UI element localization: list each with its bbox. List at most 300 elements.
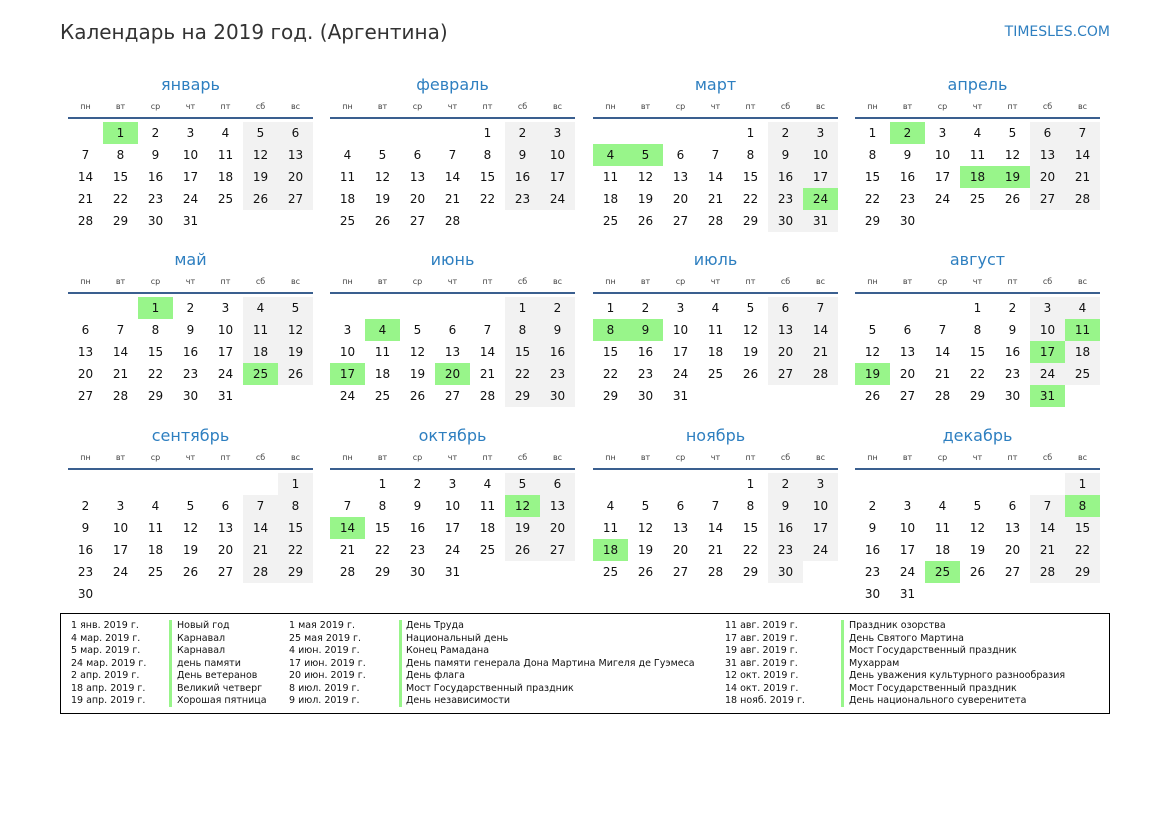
weekday-label: чт bbox=[447, 102, 458, 111]
day-cell: 1 bbox=[505, 297, 540, 319]
day-cell: 28 bbox=[112, 389, 129, 403]
weekday-label: вт bbox=[115, 277, 126, 286]
day-cell: 26 bbox=[505, 539, 540, 561]
weekday-label: вс bbox=[552, 453, 563, 462]
month-name: март bbox=[694, 75, 737, 94]
day-cell: 9 bbox=[903, 148, 912, 162]
day-cell: 4 bbox=[343, 148, 352, 162]
weekday-label: пт bbox=[1007, 102, 1018, 111]
day-cell: 29 bbox=[602, 389, 619, 403]
month-name: январь bbox=[161, 75, 220, 94]
day-cell: 31 bbox=[672, 389, 689, 403]
day-cell: 2 bbox=[540, 297, 575, 319]
weekday-label: пт bbox=[745, 277, 756, 286]
day-cell: 25 bbox=[147, 565, 164, 579]
day-cell: 23 bbox=[182, 367, 199, 381]
day-cell: 7 bbox=[1065, 122, 1100, 144]
weekday-label: ср bbox=[412, 453, 423, 462]
day-cell: 11 bbox=[374, 345, 391, 359]
day-cell: 12 bbox=[742, 323, 759, 337]
weekday-label: вс bbox=[815, 102, 826, 111]
day-cell: 20 bbox=[672, 543, 689, 557]
day-cell: 27 bbox=[672, 565, 689, 579]
weekday-label: ср bbox=[675, 453, 686, 462]
day-cell: 7 bbox=[938, 323, 947, 337]
weekday-label: пн bbox=[80, 102, 91, 111]
day-cell: 13 bbox=[899, 345, 916, 359]
legend-date: 1 янв. 2019 г. bbox=[71, 620, 139, 631]
day-cell: 23 bbox=[540, 363, 575, 385]
legend-date: 19 апр. 2019 г. bbox=[71, 695, 146, 706]
day-cell: 26 bbox=[1004, 192, 1021, 206]
weekday-label: чт bbox=[972, 453, 983, 462]
weekday-label: сб bbox=[1042, 453, 1053, 462]
weekday-label: сб bbox=[517, 102, 528, 111]
day-cell: 10 bbox=[217, 323, 234, 337]
legend-names-3 bbox=[849, 620, 1065, 708]
day-cell: 24 bbox=[540, 188, 575, 210]
day-cell: 7 bbox=[711, 148, 720, 162]
day-cell: 21 bbox=[934, 367, 951, 381]
day-cell: 27 bbox=[278, 188, 313, 210]
weekday-header bbox=[68, 274, 313, 290]
day-cell: 14 bbox=[444, 170, 461, 184]
day-cell: 10 bbox=[1030, 319, 1065, 341]
day-cell: 30 bbox=[1004, 389, 1021, 403]
day-cell: 11 bbox=[934, 521, 951, 535]
month-1 bbox=[68, 74, 313, 254]
day-cell: 2 bbox=[641, 301, 650, 315]
day-cell: 22 bbox=[969, 367, 986, 381]
header-rule bbox=[68, 468, 313, 470]
day-cell: 26 bbox=[969, 565, 986, 579]
day-cell: 8 bbox=[116, 148, 125, 162]
weekday-label: пн bbox=[342, 453, 353, 462]
day-cell: 29 bbox=[1065, 561, 1100, 583]
day-cell: 13 bbox=[672, 521, 689, 535]
weekday-header bbox=[855, 274, 1100, 290]
day-cell: 14 bbox=[1065, 144, 1100, 166]
day-cell: 28 bbox=[707, 565, 724, 579]
legend-dates-2 bbox=[289, 620, 366, 708]
day-cell: 18 bbox=[243, 341, 278, 363]
weekday-label: вс bbox=[1077, 453, 1088, 462]
day-cell: 25 bbox=[339, 214, 356, 228]
day-cell: 10 bbox=[182, 148, 199, 162]
day-cell: 9 bbox=[81, 521, 90, 535]
day-cell: 3 bbox=[803, 473, 838, 495]
day-cell: 1 bbox=[606, 301, 615, 315]
day-cell: 3 bbox=[676, 301, 685, 315]
weekday-label: вт bbox=[640, 102, 651, 111]
day-cell: 20 bbox=[278, 166, 313, 188]
day-cell: 18 bbox=[707, 345, 724, 359]
legend-holiday-name: Великий четверг bbox=[177, 682, 263, 694]
day-cell: 31 bbox=[444, 565, 461, 579]
day-cell: 17 bbox=[217, 345, 234, 359]
month-name: декабрь bbox=[942, 426, 1013, 445]
header-rule bbox=[330, 292, 575, 294]
day-cell: 29 bbox=[374, 565, 391, 579]
day-cell: 28 bbox=[1065, 188, 1100, 210]
day-grid bbox=[593, 473, 838, 605]
legend-holiday-name: Мост Государственный праздник bbox=[849, 645, 1017, 656]
day-cell: 16 bbox=[77, 543, 94, 557]
weekday-label: чт bbox=[972, 102, 983, 111]
weekday-label: вс bbox=[290, 102, 301, 111]
day-grid bbox=[68, 297, 313, 429]
day-cell: 14 bbox=[934, 345, 951, 359]
header-rule bbox=[593, 468, 838, 470]
day-cell: 30 bbox=[637, 389, 654, 403]
day-cell: 2 bbox=[505, 122, 540, 144]
legend-holiday-name: День национального суверенитета bbox=[849, 695, 1027, 706]
day-cell: 2 bbox=[768, 473, 803, 495]
day-cell: 7 bbox=[81, 148, 90, 162]
day-cell: 30 bbox=[147, 214, 164, 228]
weekday-label: пн bbox=[342, 102, 353, 111]
day-grid bbox=[68, 473, 313, 605]
day-cell: 9 bbox=[186, 323, 195, 337]
day-cell: 5 bbox=[505, 473, 540, 495]
day-cell: 27 bbox=[1004, 565, 1021, 579]
day-cell: 28 bbox=[77, 214, 94, 228]
day-cell: 17 bbox=[803, 517, 838, 539]
legend-holiday-name: День памяти генерала Дона Мартина Мигеля де Гуэмеса bbox=[406, 657, 695, 669]
day-cell: 17 bbox=[540, 166, 575, 188]
day-cell: 16 bbox=[1004, 345, 1021, 359]
holiday-day: 12 bbox=[505, 495, 540, 517]
day-cell: 1 bbox=[868, 126, 877, 140]
day-cell: 14 bbox=[707, 521, 724, 535]
day-cell: 22 bbox=[147, 367, 164, 381]
weekday-label: пн bbox=[867, 277, 878, 286]
legend-holiday-name: Новый год bbox=[177, 620, 230, 631]
day-cell: 20 bbox=[77, 367, 94, 381]
holiday-day: 2 bbox=[890, 122, 925, 144]
day-cell: 20 bbox=[540, 517, 575, 539]
legend-date: 1 мая 2019 г. bbox=[289, 620, 355, 631]
day-cell: 24 bbox=[934, 192, 951, 206]
day-cell: 16 bbox=[637, 345, 654, 359]
day-cell: 21 bbox=[339, 543, 356, 557]
day-cell: 21 bbox=[479, 367, 496, 381]
day-cell: 16 bbox=[409, 521, 426, 535]
day-grid bbox=[68, 122, 313, 254]
legend-holiday-name: День флага bbox=[406, 670, 465, 681]
weekday-label: ср bbox=[412, 102, 423, 111]
day-cell: 21 bbox=[112, 367, 129, 381]
day-cell: 16 bbox=[540, 341, 575, 363]
month-name: май bbox=[174, 250, 207, 269]
day-cell: 18 bbox=[934, 543, 951, 557]
day-cell: 8 bbox=[746, 148, 755, 162]
day-cell: 7 bbox=[343, 499, 352, 513]
day-cell: 21 bbox=[243, 539, 278, 561]
weekday-label: чт bbox=[710, 277, 721, 286]
weekday-label: чт bbox=[447, 453, 458, 462]
day-cell: 10 bbox=[444, 499, 461, 513]
day-cell: 13 bbox=[444, 345, 461, 359]
day-cell: 14 bbox=[803, 319, 838, 341]
day-cell: 9 bbox=[151, 148, 160, 162]
day-cell: 11 bbox=[602, 521, 619, 535]
weekday-label: пт bbox=[745, 102, 756, 111]
day-cell: 20 bbox=[1004, 543, 1021, 557]
day-cell: 26 bbox=[374, 214, 391, 228]
day-cell: 16 bbox=[768, 166, 803, 188]
day-cell: 19 bbox=[374, 192, 391, 206]
legend-holiday-name: Национальный день bbox=[406, 632, 509, 644]
weekday-label: чт bbox=[185, 102, 196, 111]
holiday-day: 9 bbox=[628, 319, 663, 341]
day-cell: 27 bbox=[768, 363, 803, 385]
day-cell: 24 bbox=[672, 367, 689, 381]
day-cell: 3 bbox=[221, 301, 230, 315]
day-cell: 31 bbox=[182, 214, 199, 228]
day-cell: 17 bbox=[112, 543, 129, 557]
month-6 bbox=[330, 249, 575, 429]
legend-date: 14 окт. 2019 г. bbox=[725, 682, 799, 694]
holiday-day: 5 bbox=[628, 144, 663, 166]
legend-holiday-name: Конец Рамадана bbox=[406, 645, 490, 656]
holiday-legend bbox=[60, 613, 1110, 714]
day-grid bbox=[855, 297, 1100, 429]
day-cell: 12 bbox=[182, 521, 199, 535]
weekday-label: пт bbox=[1007, 277, 1018, 286]
weekday-label: пн bbox=[867, 453, 878, 462]
weekday-label: пн bbox=[605, 453, 616, 462]
day-cell: 18 bbox=[479, 521, 496, 535]
legend-date: 8 июл. 2019 г. bbox=[289, 682, 360, 694]
day-cell: 31 bbox=[217, 389, 234, 403]
weekday-label: сб bbox=[780, 453, 791, 462]
day-cell: 16 bbox=[147, 170, 164, 184]
legend-holiday-name: Праздник озорства bbox=[849, 620, 946, 631]
weekday-label: вт bbox=[377, 102, 388, 111]
month-name: ноябрь bbox=[685, 426, 746, 445]
legend-holiday-name: Мост Государственный праздник bbox=[849, 682, 1017, 694]
day-cell: 22 bbox=[742, 192, 759, 206]
weekday-header bbox=[855, 99, 1100, 115]
day-cell: 2 bbox=[81, 499, 90, 513]
weekday-label: пн bbox=[867, 102, 878, 111]
day-cell: 25 bbox=[602, 565, 619, 579]
day-cell: 1 bbox=[973, 301, 982, 315]
weekday-label: вс bbox=[1077, 277, 1088, 286]
day-cell: 16 bbox=[899, 170, 916, 184]
day-cell: 17 bbox=[934, 170, 951, 184]
weekday-label: чт bbox=[972, 277, 983, 286]
day-cell: 6 bbox=[221, 499, 230, 513]
day-cell: 7 bbox=[803, 297, 838, 319]
day-cell: 11 bbox=[479, 499, 496, 513]
weekday-label: сб bbox=[255, 453, 266, 462]
day-cell: 20 bbox=[768, 341, 803, 363]
day-cell: 26 bbox=[637, 565, 654, 579]
month-name: июль bbox=[693, 250, 738, 269]
holiday-day: 25 bbox=[925, 561, 960, 583]
weekday-label: пн bbox=[342, 277, 353, 286]
day-cell: 8 bbox=[746, 499, 755, 513]
legend-date: 11 авг. 2019 г. bbox=[725, 620, 798, 631]
weekday-label: ср bbox=[675, 277, 686, 286]
day-cell: 5 bbox=[973, 499, 982, 513]
day-cell: 11 bbox=[339, 170, 356, 184]
day-cell: 22 bbox=[742, 543, 759, 557]
day-cell: 17 bbox=[182, 170, 199, 184]
day-cell: 12 bbox=[278, 319, 313, 341]
day-cell: 1 bbox=[1065, 473, 1100, 495]
header-rule bbox=[593, 117, 838, 119]
legend-holiday-name: День Труда bbox=[406, 620, 464, 631]
header-rule bbox=[68, 117, 313, 119]
weekday-label: пн bbox=[605, 277, 616, 286]
weekday-label: чт bbox=[710, 453, 721, 462]
day-cell: 21 bbox=[707, 543, 724, 557]
day-cell: 8 bbox=[278, 495, 313, 517]
page-title: Календарь на 2019 год. (Аргентина) bbox=[60, 20, 448, 44]
legend-date: 5 мар. 2019 г. bbox=[71, 645, 141, 656]
weekday-label: ср bbox=[937, 453, 948, 462]
day-cell: 22 bbox=[278, 539, 313, 561]
day-cell: 15 bbox=[278, 517, 313, 539]
header-rule bbox=[593, 292, 838, 294]
day-cell: 27 bbox=[409, 214, 426, 228]
day-cell: 14 bbox=[77, 170, 94, 184]
day-cell: 13 bbox=[540, 495, 575, 517]
day-cell: 7 bbox=[243, 495, 278, 517]
day-cell: 27 bbox=[77, 389, 94, 403]
day-cell: 15 bbox=[864, 170, 881, 184]
day-cell: 12 bbox=[243, 144, 278, 166]
day-cell: 27 bbox=[1030, 188, 1065, 210]
day-cell: 23 bbox=[409, 543, 426, 557]
day-cell: 22 bbox=[374, 543, 391, 557]
holiday-day: 19 bbox=[995, 166, 1030, 188]
site-link[interactable]: TIMESLES.COM bbox=[1004, 24, 1110, 40]
day-cell: 1 bbox=[378, 477, 387, 491]
legend-names-2 bbox=[406, 620, 695, 708]
weekday-label: вс bbox=[290, 277, 301, 286]
day-cell: 30 bbox=[899, 214, 916, 228]
day-cell: 7 bbox=[116, 323, 125, 337]
legend-dates-1 bbox=[71, 620, 146, 708]
day-cell: 25 bbox=[479, 543, 496, 557]
weekday-label: пт bbox=[220, 277, 231, 286]
day-cell: 30 bbox=[768, 210, 803, 232]
day-cell: 26 bbox=[742, 367, 759, 381]
holiday-day: 17 bbox=[330, 363, 365, 385]
month-name: август bbox=[949, 250, 1006, 269]
day-cell: 24 bbox=[112, 565, 129, 579]
day-cell: 29 bbox=[742, 214, 759, 228]
day-cell: 14 bbox=[112, 345, 129, 359]
day-grid bbox=[593, 297, 838, 429]
weekday-label: вс bbox=[815, 453, 826, 462]
day-cell: 21 bbox=[1065, 166, 1100, 188]
weekday-label: ср bbox=[412, 277, 423, 286]
day-cell: 5 bbox=[243, 122, 278, 144]
day-cell: 30 bbox=[768, 561, 803, 583]
day-cell: 27 bbox=[540, 539, 575, 561]
weekday-label: пт bbox=[1007, 453, 1018, 462]
legend-holiday-name: Мухаррам bbox=[849, 657, 900, 669]
day-cell: 6 bbox=[676, 499, 685, 513]
weekday-label: вт bbox=[902, 102, 913, 111]
day-cell: 19 bbox=[182, 543, 199, 557]
weekday-label: ср bbox=[937, 277, 948, 286]
day-cell: 11 bbox=[147, 521, 164, 535]
day-cell: 18 bbox=[602, 192, 619, 206]
weekday-label: вс bbox=[290, 453, 301, 462]
day-cell: 1 bbox=[483, 126, 492, 140]
day-cell: 25 bbox=[1065, 363, 1100, 385]
day-cell: 28 bbox=[934, 389, 951, 403]
day-cell: 13 bbox=[768, 319, 803, 341]
holiday-day: 1 bbox=[138, 297, 173, 319]
day-cell: 12 bbox=[864, 345, 881, 359]
weekday-label: вс bbox=[815, 277, 826, 286]
day-grid bbox=[330, 122, 575, 254]
day-cell: 29 bbox=[864, 214, 881, 228]
legend-date: 2 апр. 2019 г. bbox=[71, 670, 140, 681]
weekday-label: пн bbox=[605, 102, 616, 111]
day-cell: 5 bbox=[186, 499, 195, 513]
weekday-label: вт bbox=[115, 453, 126, 462]
weekday-header bbox=[68, 99, 313, 115]
header-rule bbox=[855, 117, 1100, 119]
legend-date: 20 июн. 2019 г. bbox=[289, 670, 366, 681]
day-cell: 14 bbox=[243, 517, 278, 539]
day-cell: 19 bbox=[969, 543, 986, 557]
month-12 bbox=[855, 425, 1100, 605]
header-rule bbox=[855, 468, 1100, 470]
legend-holiday-name: День независимости bbox=[406, 695, 511, 706]
weekday-header bbox=[855, 450, 1100, 466]
day-cell: 15 bbox=[112, 170, 129, 184]
day-cell: 2 bbox=[868, 499, 877, 513]
day-cell: 15 bbox=[374, 521, 391, 535]
day-cell: 6 bbox=[413, 148, 422, 162]
day-cell: 4 bbox=[606, 499, 615, 513]
day-cell: 28 bbox=[479, 389, 496, 403]
day-cell: 10 bbox=[934, 148, 951, 162]
day-cell: 8 bbox=[973, 323, 982, 337]
day-cell: 23 bbox=[505, 188, 540, 210]
weekday-label: сб bbox=[1042, 277, 1053, 286]
legend-marker-2 bbox=[399, 620, 402, 707]
day-cell: 13 bbox=[672, 170, 689, 184]
weekday-label: ср bbox=[150, 102, 161, 111]
legend-holiday-name: Мост Государственный праздник bbox=[406, 682, 574, 694]
day-cell: 24 bbox=[217, 367, 234, 381]
day-cell: 10 bbox=[803, 144, 838, 166]
day-cell: 24 bbox=[1030, 363, 1065, 385]
weekday-label: чт bbox=[185, 277, 196, 286]
day-cell: 15 bbox=[969, 345, 986, 359]
day-cell: 3 bbox=[1030, 297, 1065, 319]
day-cell: 18 bbox=[147, 543, 164, 557]
day-cell: 19 bbox=[637, 192, 654, 206]
weekday-label: сб bbox=[517, 277, 528, 286]
day-cell: 26 bbox=[864, 389, 881, 403]
day-cell: 3 bbox=[186, 126, 195, 140]
day-cell: 18 bbox=[374, 367, 391, 381]
day-cell: 9 bbox=[768, 495, 803, 517]
day-cell: 9 bbox=[505, 144, 540, 166]
day-cell: 3 bbox=[343, 323, 352, 337]
